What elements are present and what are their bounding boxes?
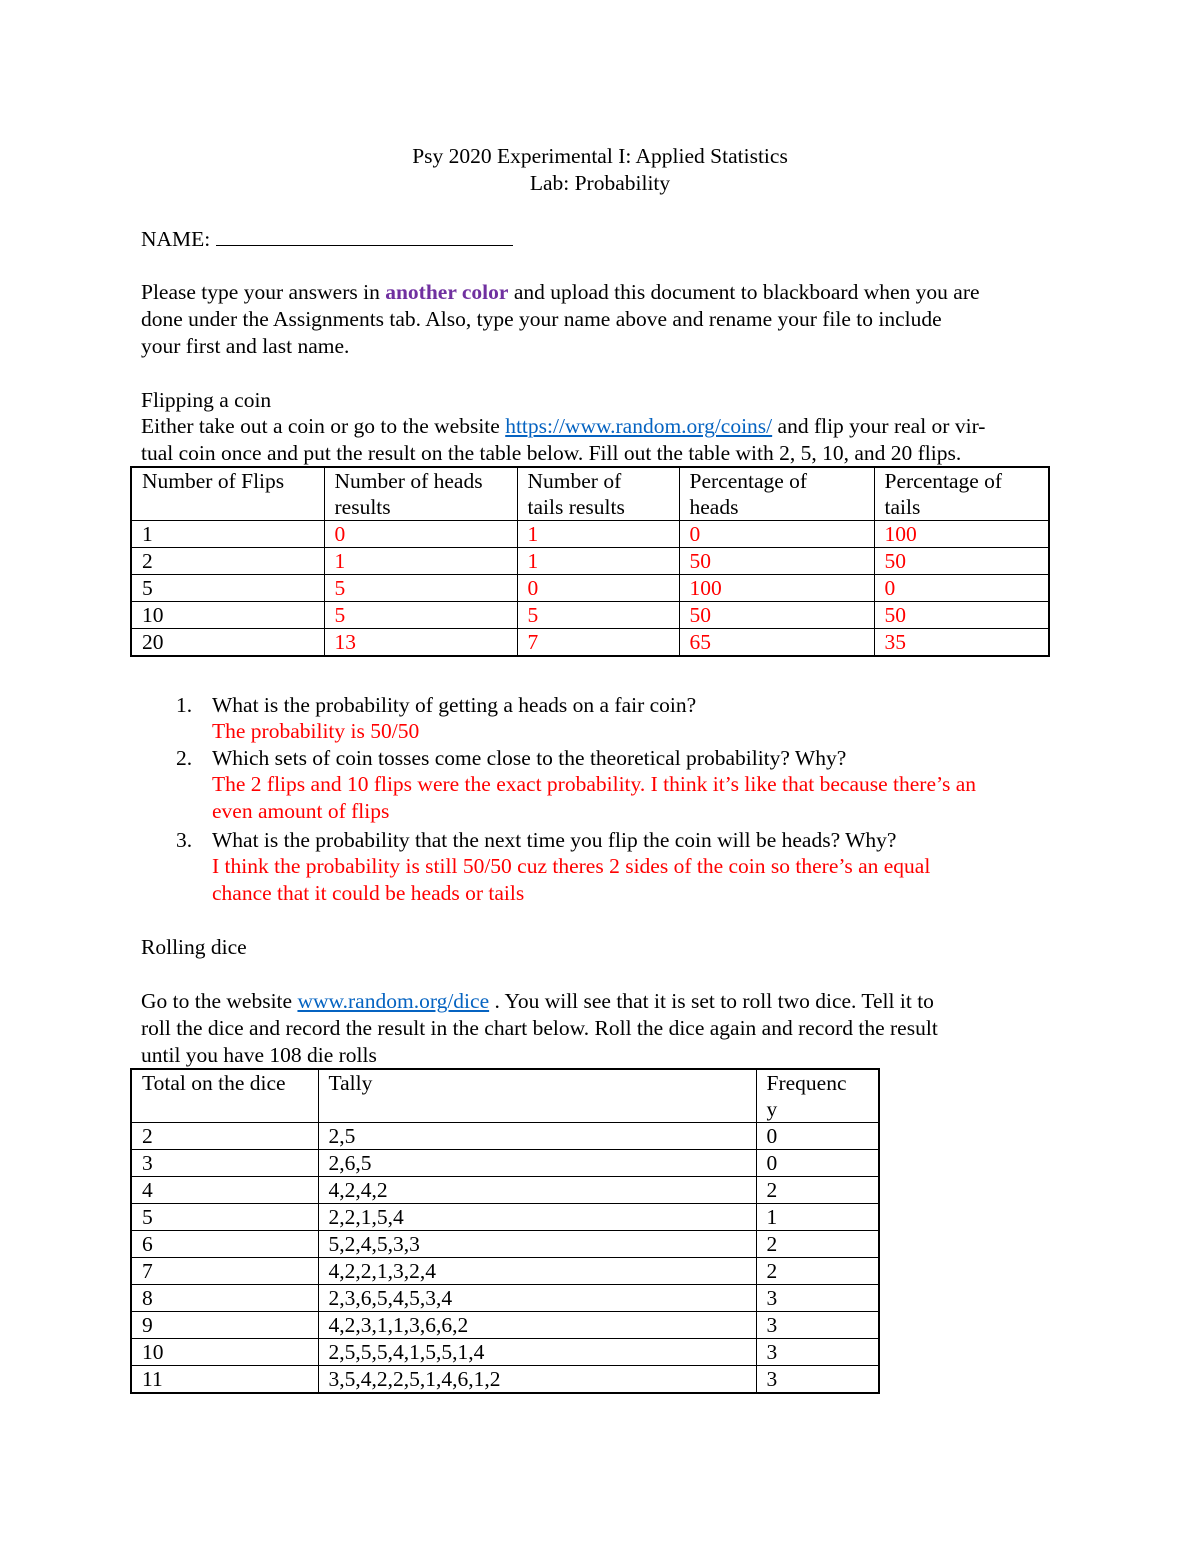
name-row bbox=[141, 225, 513, 253]
cell-tally[interactable]: 2,3,6,5,4,5,3,4 bbox=[318, 1285, 756, 1312]
cell-frequency[interactable]: 2 bbox=[756, 1258, 879, 1285]
coin-table-header-row bbox=[131, 467, 1049, 521]
instructions-line-1 bbox=[141, 279, 980, 306]
table-row bbox=[131, 1339, 879, 1366]
table-row bbox=[131, 548, 1049, 575]
question-text: What is the probability of getting a heads on a fair coin? bbox=[212, 693, 697, 717]
table-row bbox=[131, 1123, 879, 1150]
cell-heads[interactable]: 13 bbox=[324, 629, 517, 657]
coin-header-flips: Number of Flips bbox=[131, 467, 324, 521]
cell-frequency[interactable]: 0 bbox=[756, 1150, 879, 1177]
cell-pct-heads[interactable]: 50 bbox=[679, 602, 874, 629]
cell-tally[interactable]: 3,5,4,2,2,5,1,4,6,1,2 bbox=[318, 1366, 756, 1394]
table-row bbox=[131, 602, 1049, 629]
cell-flips[interactable]: 10 bbox=[131, 602, 324, 629]
cell-pct-tails[interactable]: 35 bbox=[874, 629, 1049, 657]
answer-text[interactable]: chance that it could be heads or tails bbox=[212, 881, 525, 905]
table-row bbox=[131, 521, 1049, 548]
table-row bbox=[131, 629, 1049, 657]
table-row bbox=[131, 1258, 879, 1285]
cell-total[interactable]: 11 bbox=[131, 1366, 318, 1394]
table-row bbox=[131, 1204, 879, 1231]
instructions-line-2: done under the Assignments tab. Also, type your name above and rename your file to include bbox=[141, 307, 942, 331]
cell-total[interactable]: 4 bbox=[131, 1177, 318, 1204]
cell-pct-heads[interactable]: 50 bbox=[679, 548, 874, 575]
cell-tails[interactable]: 7 bbox=[517, 629, 679, 657]
cell-frequency[interactable]: 3 bbox=[756, 1312, 879, 1339]
cell-tally[interactable]: 2,2,1,5,4 bbox=[318, 1204, 756, 1231]
coin-instructions-text: and flip your real or vir- bbox=[772, 414, 986, 438]
dice-instructions-line-2: roll the dice and record the result in the chart below. Roll the dice again and record the result bbox=[141, 1016, 938, 1040]
cell-tally[interactable]: 2,6,5 bbox=[318, 1150, 756, 1177]
cell-frequency[interactable]: 2 bbox=[756, 1177, 879, 1204]
document-title: Psy 2020 Experimental I: Applied Statistics bbox=[412, 144, 788, 168]
instructions-highlight: another color bbox=[385, 280, 509, 304]
document-subtitle: Lab: Probability bbox=[529, 171, 671, 195]
name-blank-line[interactable] bbox=[216, 225, 513, 246]
cell-frequency[interactable]: 1 bbox=[756, 1204, 879, 1231]
cell-heads[interactable]: 1 bbox=[324, 548, 517, 575]
table-row bbox=[131, 1231, 879, 1258]
answer-text[interactable]: The probability is 50/50 bbox=[212, 719, 420, 743]
coin-instructions-text: Either take out a coin or go to the website bbox=[141, 414, 506, 438]
cell-pct-tails[interactable]: 0 bbox=[874, 575, 1049, 602]
cell-frequency[interactable]: 3 bbox=[756, 1339, 879, 1366]
coin-instructions-line-1 bbox=[141, 413, 985, 440]
coin-instructions-line-2: tual coin once and put the result on the table below. Fill out the table with 2, 5, 10, and 20 flips. bbox=[141, 441, 962, 465]
cell-total[interactable]: 3 bbox=[131, 1150, 318, 1177]
cell-total[interactable]: 5 bbox=[131, 1204, 318, 1231]
cell-flips[interactable]: 5 bbox=[131, 575, 324, 602]
cell-heads[interactable]: 5 bbox=[324, 575, 517, 602]
cell-tally[interactable]: 5,2,4,5,3,3 bbox=[318, 1231, 756, 1258]
cell-total[interactable]: 10 bbox=[131, 1339, 318, 1366]
instructions-text: Please type your answers in bbox=[141, 280, 386, 304]
cell-total[interactable]: 9 bbox=[131, 1312, 318, 1339]
cell-tails[interactable]: 0 bbox=[517, 575, 679, 602]
dice-instructions-text: . You will see that it is set to roll two dice. Tell it to bbox=[489, 989, 934, 1013]
answer-text[interactable]: I think the probability is still 50/50 cuz theres 2 sides of the coin so there’s an equal bbox=[212, 854, 931, 878]
dice-instructions-line-3: until you have 108 die rolls bbox=[141, 1043, 377, 1067]
question-number: 3. bbox=[176, 828, 193, 852]
coin-header-tails: Number of tails results bbox=[517, 467, 679, 521]
cell-total[interactable]: 6 bbox=[131, 1231, 318, 1258]
coin-section-heading: Flipping a coin bbox=[141, 388, 272, 412]
question-number: 1. bbox=[176, 693, 193, 717]
cell-tally[interactable]: 2,5,5,5,4,1,5,5,1,4 bbox=[318, 1339, 756, 1366]
cell-tally[interactable]: 2,5 bbox=[318, 1123, 756, 1150]
cell-pct-tails[interactable]: 50 bbox=[874, 548, 1049, 575]
question-text: What is the probability that the next time you flip the coin will be heads? Why? bbox=[212, 828, 897, 852]
dice-header-frequency: Frequenc y bbox=[756, 1069, 879, 1123]
cell-pct-heads[interactable]: 65 bbox=[679, 629, 874, 657]
cell-pct-heads[interactable]: 100 bbox=[679, 575, 874, 602]
name-label: NAME: bbox=[141, 227, 211, 251]
question-number: 2. bbox=[176, 746, 193, 770]
cell-heads[interactable]: 0 bbox=[324, 521, 517, 548]
answer-text[interactable]: The 2 flips and 10 flips were the exact probability. I think it’s like that because there’s an bbox=[212, 772, 977, 796]
cell-total[interactable]: 2 bbox=[131, 1123, 318, 1150]
coin-header-pct-heads: Percentage of heads bbox=[679, 467, 874, 521]
cell-pct-tails[interactable]: 50 bbox=[874, 602, 1049, 629]
instructions-text: and upload this document to blackboard when you are bbox=[508, 280, 980, 304]
cell-tails[interactable]: 5 bbox=[517, 602, 679, 629]
coin-flip-table bbox=[130, 466, 1050, 657]
cell-flips[interactable]: 2 bbox=[131, 548, 324, 575]
cell-tails[interactable]: 1 bbox=[517, 521, 679, 548]
cell-flips[interactable]: 1 bbox=[131, 521, 324, 548]
coin-header-heads: Number of heads results bbox=[324, 467, 517, 521]
coins-website-link[interactable]: https://www.random.org/coins/ bbox=[505, 414, 773, 438]
table-row bbox=[131, 1366, 879, 1394]
cell-pct-heads[interactable]: 0 bbox=[679, 521, 874, 548]
cell-frequency[interactable]: 2 bbox=[756, 1231, 879, 1258]
dice-header-tally: Tally bbox=[318, 1069, 756, 1123]
cell-frequency[interactable]: 3 bbox=[756, 1285, 879, 1312]
cell-tails[interactable]: 1 bbox=[517, 548, 679, 575]
coin-header-pct-tails: Percentage of tails bbox=[874, 467, 1049, 521]
cell-frequency[interactable]: 0 bbox=[756, 1123, 879, 1150]
cell-tally[interactable]: 4,2,2,1,3,2,4 bbox=[318, 1258, 756, 1285]
dice-section-heading: Rolling dice bbox=[141, 935, 247, 959]
dice-tally-table bbox=[130, 1068, 880, 1394]
question-text: Which sets of coin tosses come close to the theoretical probability? Why? bbox=[212, 746, 847, 770]
table-row bbox=[131, 575, 1049, 602]
cell-tally[interactable]: 4,2,3,1,1,3,6,6,2 bbox=[318, 1312, 756, 1339]
table-row bbox=[131, 1312, 879, 1339]
table-row bbox=[131, 1285, 879, 1312]
cell-heads[interactable]: 5 bbox=[324, 602, 517, 629]
dice-instructions-line-1 bbox=[141, 988, 934, 1015]
cell-frequency[interactable]: 3 bbox=[756, 1366, 879, 1394]
dice-website-link[interactable]: www.random.org/dice bbox=[297, 989, 490, 1013]
cell-flips[interactable]: 20 bbox=[131, 629, 324, 657]
table-row bbox=[131, 1177, 879, 1204]
dice-header-total: Total on the dice bbox=[131, 1069, 318, 1123]
cell-pct-tails[interactable]: 100 bbox=[874, 521, 1049, 548]
dice-instructions-text: Go to the website bbox=[141, 989, 298, 1013]
instructions-line-3: your first and last name. bbox=[141, 334, 350, 358]
cell-tally[interactable]: 4,2,4,2 bbox=[318, 1177, 756, 1204]
answer-text[interactable]: even amount of flips bbox=[212, 799, 390, 823]
cell-total[interactable]: 7 bbox=[131, 1258, 318, 1285]
table-row bbox=[131, 1150, 879, 1177]
cell-total[interactable]: 8 bbox=[131, 1285, 318, 1312]
dice-table-header-row bbox=[131, 1069, 879, 1123]
